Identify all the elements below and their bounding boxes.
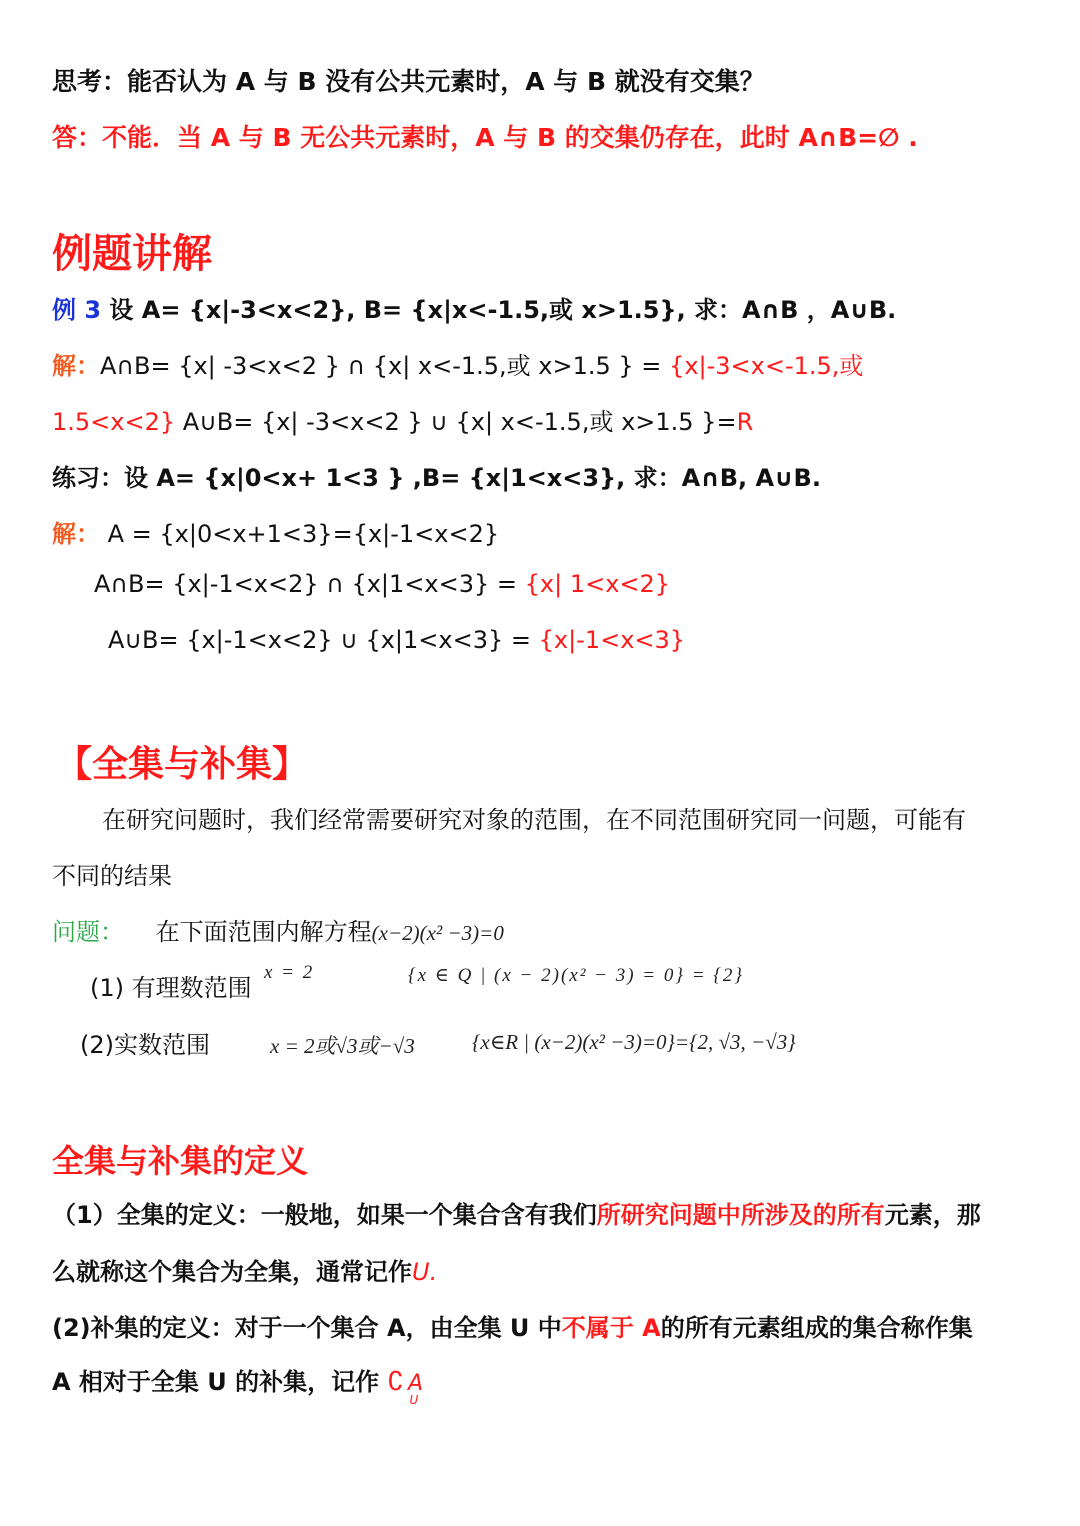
problem-equation: (x−2)(x² −3)=0 xyxy=(371,921,504,945)
universal-intro-line-2: 不同的结果 xyxy=(52,862,172,890)
solution-1-result-a-cont: 1.5<x<2} xyxy=(52,408,176,436)
complement-symbol: ∁ xyxy=(387,1367,405,1397)
practice-question: 练习：设 A= {x|0<x+ 1<3 } ,B= {x|1<x<3}, 求：A∩B, A∪B. xyxy=(52,464,821,492)
complement-notation xyxy=(387,1367,432,1407)
think-answer: 答：不能．当 A 与 B 无公共元素时，A 与 B 的交集仍存在，此时 A∩B=∅ . xyxy=(52,123,918,152)
example-3-text: 设 A= {x|-3<x<2}, B= {x|x<-1.5,或 x>1.5}, 求：A∩B ，A∪B. xyxy=(101,296,897,324)
definition-2-line-2 xyxy=(52,1362,432,1407)
solution-2-line-2 xyxy=(94,570,670,598)
solution-2-line-1 xyxy=(52,514,499,549)
definition-1-emphasis: 所研究问题中所涉及的所有 xyxy=(596,1201,885,1229)
definition-1-line-2 xyxy=(52,1252,437,1287)
definition-2-line-1 xyxy=(52,1308,973,1343)
solution-1-line-2 xyxy=(52,402,753,437)
solution-1-text: A∩B= {x| -3<x<2 } ∩ {x| x<-1.5,或 x>1.5 } = xyxy=(100,352,670,380)
complement-set: A xyxy=(408,1371,424,1396)
problem-label: 问题： xyxy=(52,918,124,946)
case-2-solution: x = 2或√3或−√3 xyxy=(270,1034,415,1058)
solution-1-label: 解： xyxy=(52,352,100,380)
problem-line xyxy=(52,912,504,947)
definition-1-line-1 xyxy=(52,1195,981,1230)
case-1-set: {x ∈ Q | (x − 2)(x² − 3) = 0} = {2} xyxy=(408,965,744,986)
solution-2-intersection: A∩B= {x|-1<x<2} ∩ {x|1<x<3} = xyxy=(94,570,525,598)
section-heading-definitions: 全集与补集的定义 xyxy=(52,1142,309,1180)
section-heading-examples: 例题讲解 xyxy=(52,231,212,277)
example-3-label: 例 3 xyxy=(52,296,102,324)
solution-2-line-3 xyxy=(108,626,685,654)
definition-2-emphasis: 不属于 A xyxy=(561,1314,661,1342)
definition-1-text-c: 么就称这个集合为全集，通常记作 xyxy=(52,1258,412,1286)
think-question: 思考：能否认为 A 与 B 没有公共元素时，A 与 B 就没有交集？ xyxy=(52,67,765,96)
case-2-set: {x∈R | (x−2)(x² −3)=0}={2, √3, −√3} xyxy=(472,1030,796,1054)
definition-2-text-b: 的所有元素组成的集合称作集 xyxy=(660,1314,973,1342)
solution-2-label: 解： xyxy=(52,520,100,548)
solution-1-line-1 xyxy=(52,346,863,381)
universal-intro-line-1: 在研究问题时，我们经常需要研究对象的范围，在不同范围研究同一问题，可能有 xyxy=(102,806,966,834)
complement-subscript: U xyxy=(409,1393,419,1407)
solution-1-union: A∪B= {x| -3<x<2 } ∪ {x| x<-1.5,或 x>1.5 }= xyxy=(175,408,737,436)
solution-1-union-result: R xyxy=(736,408,754,436)
problem-text: 在下面范围内解方程 xyxy=(155,918,372,946)
case-1-solution: x = 2 xyxy=(264,962,315,983)
definition-2-text-c: A 相对于全集 U 的补集，记作 xyxy=(52,1368,380,1396)
solution-2-intersection-result: {x| 1<x<2} xyxy=(524,570,671,598)
case-1-label: (1) 有理数范围 xyxy=(90,974,252,1002)
definition-1-text-b: 元素，那 xyxy=(884,1201,981,1229)
section-heading-universal: 【全集与补集】 xyxy=(56,744,309,785)
solution-2-union: A∪B= {x|-1<x<2} ∪ {x|1<x<3} = xyxy=(108,626,539,654)
solution-1-result-a: {x|-3<x<-1.5,或 xyxy=(669,352,864,380)
solution-2-union-result: {x|-1<x<3} xyxy=(538,626,686,654)
solution-2-set-a: A = {x|0<x+1<3}={x|-1<x<2} xyxy=(100,520,500,548)
case-2-label: (2)实数范围 xyxy=(80,1031,210,1059)
definition-1-symbol-u: U. xyxy=(412,1258,438,1286)
definition-2-text-a: (2)补集的定义：对于一个集合 A，由全集 U 中 xyxy=(52,1314,562,1342)
definition-1-text-a: （1）全集的定义：一般地，如果一个集合含有我们 xyxy=(52,1201,597,1229)
example-3 xyxy=(52,290,896,325)
